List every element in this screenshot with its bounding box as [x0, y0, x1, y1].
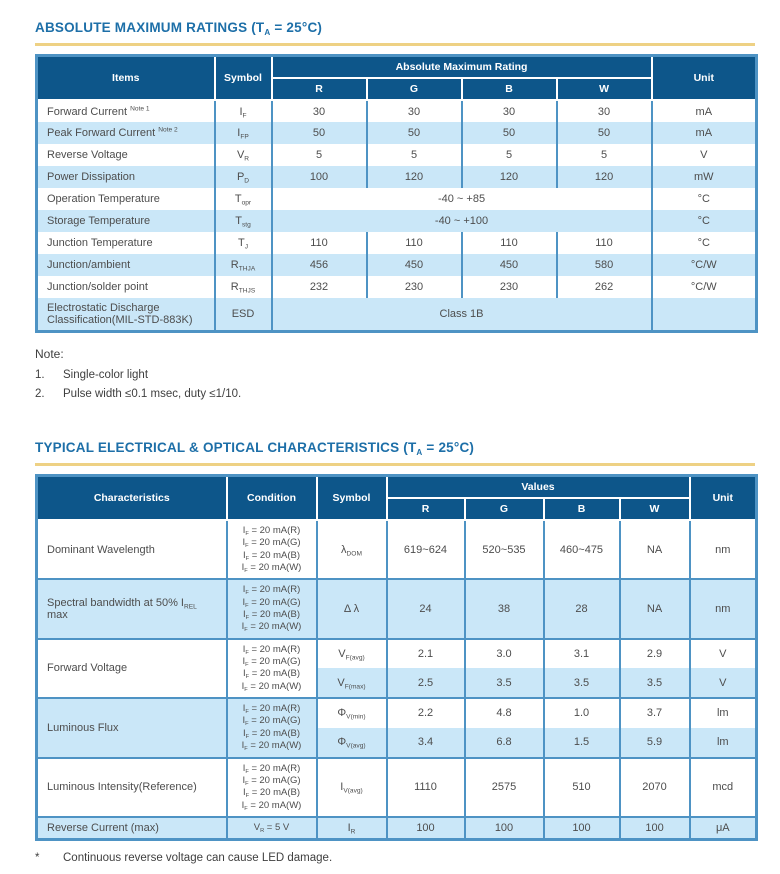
value-cell-g: 3.5	[465, 668, 544, 698]
characteristic-cell: Reverse Current (max)	[37, 817, 227, 840]
characteristic-cell: Spectral bandwidth at 50% $I_{REL}$ max	[37, 579, 227, 638]
value-cell-r: 456	[272, 254, 367, 276]
value-cell-w: 3.7	[620, 698, 690, 728]
value-cell-w: 120	[557, 166, 652, 188]
col-header-b: B	[544, 498, 620, 520]
value-cell-g: 4.8	[465, 698, 544, 728]
note-number: 2.	[35, 388, 45, 400]
col-header-g: G	[367, 78, 462, 100]
note-item	[35, 369, 755, 381]
value-cell-g: 5	[367, 144, 462, 166]
value-cell-g: 120	[367, 166, 462, 188]
col-header-group: Values	[387, 476, 690, 499]
col-header-items: Items	[37, 56, 215, 101]
note-number: 1.	[35, 369, 45, 381]
value-cell-b: 50	[462, 122, 557, 144]
unit-cell: °C	[652, 232, 757, 254]
condition-cell: $I_F = 20$ mA(R) $I_F = 20$ mA(G) $I_F = 20$ mA(B) $I_F = 20$ mA(W)	[227, 758, 317, 817]
absolute-maximum-ratings-table	[35, 54, 758, 333]
value-cell-g: 30	[367, 100, 462, 122]
symbol-cell: $T_{stg}$	[215, 210, 272, 232]
value-cell-w: 580	[557, 254, 652, 276]
table-row	[37, 232, 757, 254]
value-cell-b: 1.0	[544, 698, 620, 728]
table-row	[37, 144, 757, 166]
symbol-cell: $\Phi_{V(avg)}$	[317, 728, 387, 758]
table-row	[37, 520, 757, 579]
value-cell-g: 2575	[465, 758, 544, 817]
merged-value-cell: -40 ~ +100	[272, 210, 652, 232]
value-cell-r: 2.2	[387, 698, 465, 728]
unit-cell: °C	[652, 188, 757, 210]
symbol-cell: $\lambda_{DOM}$	[317, 520, 387, 579]
col-header-group: Absolute Maximum Rating	[272, 56, 652, 79]
item-cell: Power Dissipation	[37, 166, 215, 188]
value-cell-r: 100	[272, 166, 367, 188]
value-cell-g: 50	[367, 122, 462, 144]
unit-cell: lm	[690, 698, 757, 728]
value-cell-g: 520~535	[465, 520, 544, 579]
item-cell: Reverse Voltage	[37, 144, 215, 166]
electrical-optical-characteristics-table	[35, 474, 758, 841]
value-cell-w: 100	[620, 817, 690, 840]
table-row	[37, 758, 757, 817]
value-cell-w: 3.5	[620, 668, 690, 698]
item-cell: Operation Temperature	[37, 188, 215, 210]
value-cell-g: 450	[367, 254, 462, 276]
value-cell-g: 6.8	[465, 728, 544, 758]
value-cell-b: 3.1	[544, 639, 620, 669]
table-row	[37, 210, 757, 232]
unit-cell: μA	[690, 817, 757, 840]
symbol-cell: $P_D$	[215, 166, 272, 188]
unit-cell: V	[690, 639, 757, 669]
value-cell-g: 230	[367, 276, 462, 298]
table-row	[37, 817, 757, 840]
value-cell-b: 30	[462, 100, 557, 122]
value-cell-w: 262	[557, 276, 652, 298]
col-header-w: W	[557, 78, 652, 100]
unit-cell: lm	[690, 728, 757, 758]
item-cell: Junction/solder point	[37, 276, 215, 298]
col-header-w: W	[620, 498, 690, 520]
value-cell-w: 5	[557, 144, 652, 166]
symbol-cell: $I_{V(avg)}$	[317, 758, 387, 817]
col-header-characteristics: Characteristics	[37, 476, 227, 521]
value-cell-r: 232	[272, 276, 367, 298]
footnote-text: Continuous reverse voltage can cause LED damage.	[63, 852, 333, 865]
value-cell-r: 110	[272, 232, 367, 254]
value-cell-b: 100	[544, 817, 620, 840]
value-cell-b: 110	[462, 232, 557, 254]
symbol-cell: $T_J$	[215, 232, 272, 254]
section2-title-underline	[35, 463, 755, 466]
value-cell-w: 110	[557, 232, 652, 254]
value-cell-b: 28	[544, 579, 620, 638]
value-cell-g: 100	[465, 817, 544, 840]
item-cell: Storage Temperature	[37, 210, 215, 232]
value-cell-b: 1.5	[544, 728, 620, 758]
table-row	[37, 100, 757, 122]
merged-value-cell: -40 ~ +85	[272, 188, 652, 210]
symbol-cell: $V_{F(avg)}$	[317, 639, 387, 669]
value-cell-r: 2.1	[387, 639, 465, 669]
symbol-cell: $T_{opr}$	[215, 188, 272, 210]
value-cell-b: 450	[462, 254, 557, 276]
table-row	[37, 298, 757, 332]
value-cell-w: 2.9	[620, 639, 690, 669]
unit-cell: nm	[690, 520, 757, 579]
symbol-cell: $\Phi_{V(min)}$	[317, 698, 387, 728]
value-cell-r: 5	[272, 144, 367, 166]
item-cell: Forward Current $^{Note 1}$	[37, 100, 215, 122]
table-row	[37, 166, 757, 188]
value-cell-r: 24	[387, 579, 465, 638]
value-cell-r: 619~624	[387, 520, 465, 579]
value-cell-r: 30	[272, 100, 367, 122]
symbol-cell: $V_{F(max)}$	[317, 668, 387, 698]
value-cell-r: 50	[272, 122, 367, 144]
unit-cell: V	[652, 144, 757, 166]
item-cell: Electrostatic Discharge Classification(MIL-STD-883K)	[37, 298, 215, 332]
unit-cell: V	[690, 668, 757, 698]
value-cell-g: 110	[367, 232, 462, 254]
characteristic-cell: Luminous Intensity(Reference)	[37, 758, 227, 817]
note-text: Single-color light	[63, 369, 149, 381]
symbol-cell: $R_{THJS}$	[215, 276, 272, 298]
unit-cell: mcd	[690, 758, 757, 817]
unit-cell: °C	[652, 210, 757, 232]
value-cell-b: 120	[462, 166, 557, 188]
unit-cell: mA	[652, 122, 757, 144]
value-cell-b: 5	[462, 144, 557, 166]
col-header-r: R	[387, 498, 465, 520]
symbol-cell: ESD	[215, 298, 272, 332]
value-cell-b: 460~475	[544, 520, 620, 579]
value-cell-w: 30	[557, 100, 652, 122]
characteristic-cell: Luminous Flux	[37, 698, 227, 757]
value-cell-w: NA	[620, 520, 690, 579]
condition-cell: $I_F = 20$ mA(R) $I_F = 20$ mA(G) $I_F = 20$ mA(B) $I_F = 20$ mA(W)	[227, 579, 317, 638]
section2-title: TYPICAL ELECTRICAL & OPTICAL CHARACTERISTICS $(T_A = 25^\circ C)$	[35, 440, 475, 457]
section1-title-underline	[35, 43, 755, 46]
value-cell-r: 100	[387, 817, 465, 840]
table-row	[37, 122, 757, 144]
value-cell-g: 3.0	[465, 639, 544, 669]
unit-cell: mW	[652, 166, 757, 188]
table-header	[37, 476, 757, 521]
symbol-cell: $I_{FP}$	[215, 122, 272, 144]
table-header	[37, 56, 757, 101]
value-cell-w: NA	[620, 579, 690, 638]
unit-cell	[652, 298, 757, 332]
note-label: Note:	[35, 347, 64, 361]
value-cell-b: 3.5	[544, 668, 620, 698]
condition-cell: $I_F = 20$ mA(R) $I_F = 20$ mA(G) $I_F = 20$ mA(B) $I_F = 20$ mA(W)	[227, 698, 317, 757]
symbol-cell: $I_F$	[215, 100, 272, 122]
notes-section	[35, 347, 755, 400]
value-cell-w: 2070	[620, 758, 690, 817]
section1-title: ABSOLUTE MAXIMUM RATINGS $(T_A = 25^\circ C)$	[35, 20, 323, 37]
table-row	[37, 188, 757, 210]
col-header-g: G	[465, 498, 544, 520]
table-row	[37, 254, 757, 276]
value-cell-w: 5.9	[620, 728, 690, 758]
symbol-cell: Δ λ	[317, 579, 387, 638]
col-header-b: B	[462, 78, 557, 100]
unit-cell: °C/W	[652, 254, 757, 276]
merged-value-cell: Class 1B	[272, 298, 652, 332]
col-header-symbol: Symbol	[317, 476, 387, 521]
characteristic-cell: Forward Voltage	[37, 639, 227, 698]
symbol-cell: $R_{THJA}$	[215, 254, 272, 276]
col-header-condition: Condition	[227, 476, 317, 521]
col-header-unit: Unit	[652, 56, 757, 101]
characteristic-cell: Dominant Wavelength	[37, 520, 227, 579]
value-cell-r: 2.5	[387, 668, 465, 698]
value-cell-b: 230	[462, 276, 557, 298]
condition-cell: $I_F = 20$ mA(R) $I_F = 20$ mA(G) $I_F = 20$ mA(B) $I_F = 20$ mA(W)	[227, 639, 317, 698]
condition-cell: $I_F = 20$ mA(R) $I_F = 20$ mA(G) $I_F = 20$ mA(B) $I_F = 20$ mA(W)	[227, 520, 317, 579]
note-item	[35, 388, 755, 400]
item-cell: Junction Temperature	[37, 232, 215, 254]
symbol-cell: $V_R$	[215, 144, 272, 166]
footnote	[35, 852, 755, 864]
col-header-symbol: Symbol	[215, 56, 272, 101]
item-cell: Junction/ambient	[37, 254, 215, 276]
unit-cell: nm	[690, 579, 757, 638]
table-row	[37, 579, 757, 638]
value-cell-b: 510	[544, 758, 620, 817]
col-header-unit: Unit	[690, 476, 757, 521]
item-cell: Peak Forward Current $^{Note 2}$	[37, 122, 215, 144]
table-row	[37, 698, 757, 728]
footnote-marker: *	[35, 852, 40, 865]
value-cell-r: 1110	[387, 758, 465, 817]
col-header-r: R	[272, 78, 367, 100]
note-text: Pulse width ≤0.1 msec, duty ≤1/10.	[63, 388, 242, 400]
value-cell-w: 50	[557, 122, 652, 144]
value-cell-g: 38	[465, 579, 544, 638]
unit-cell: mA	[652, 100, 757, 122]
value-cell-r: 3.4	[387, 728, 465, 758]
table-row	[37, 639, 757, 669]
symbol-cell: $I_R$	[317, 817, 387, 840]
unit-cell: °C/W	[652, 276, 757, 298]
table-row	[37, 276, 757, 298]
condition-cell: $V_R = 5$ V	[227, 817, 317, 840]
